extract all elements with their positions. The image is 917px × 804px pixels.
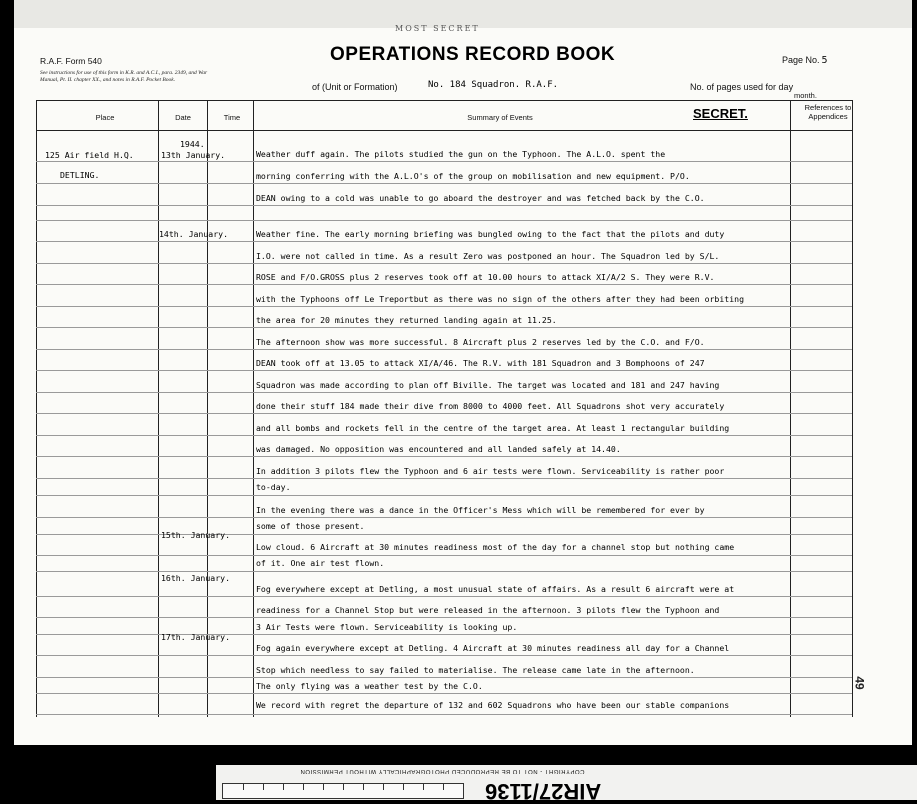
summary-line: morning conferring with the A.L.O's of the group on mobilisation and new equipment. P/O. — [256, 171, 690, 181]
column-date: Date — [175, 113, 191, 122]
ruled-line — [36, 349, 852, 350]
pages-used-label: No. of pages used for day — [690, 82, 794, 92]
summary-line: In the evening there was a dance in the Officer's Mess which will be remembered for ever by — [256, 505, 705, 515]
place-entry: DETLING. — [60, 170, 100, 180]
secret-stamp: SECRET. — [693, 106, 748, 121]
ruled-line — [36, 263, 852, 264]
summary-line: with the Typhoons off Le Treportbut as there was no sign of the others after they had been orbiting — [256, 294, 744, 304]
date-entry: 13th January. — [161, 150, 226, 160]
summary-line: done their stuff 184 made their dive from 8000 to 4000 feet. All Squadrons shot very accurately — [256, 401, 725, 411]
column-references: References to Appendices — [804, 103, 852, 121]
summary-line: some of those present. — [256, 521, 365, 531]
summary-line: We record with regret the departure of 132 and 602 Squadrons who have been our stable companions — [256, 700, 730, 710]
top-stamp: MOST SECRET — [395, 24, 480, 33]
summary-line: Squadron was made according to plan off Biville. The target was located and 181 and 247 having — [256, 380, 720, 390]
ruled-line — [36, 435, 852, 436]
ruled-line — [36, 517, 852, 518]
ruled-line — [36, 241, 852, 242]
border-left — [36, 100, 37, 717]
side-page-number: 49 — [852, 676, 867, 690]
date-entry: 16th. January. — [161, 573, 231, 583]
summary-line: ROSE and F/O.GROSS plus 2 reserves took off at 10.00 hours to attack XI/A/2 S. They were R.V. — [256, 272, 715, 282]
ruled-line — [36, 655, 852, 656]
date-entry: 14th. January. — [159, 229, 229, 239]
ruled-line — [36, 413, 852, 414]
summary-line: of it. One air test flown. — [256, 558, 385, 568]
summary-line: Stop which needless to say failed to materialise. The release came late in the afternoon. — [256, 665, 695, 675]
unit-label: of (Unit or Formation) — [312, 82, 398, 92]
column-summary: Summary of Events — [467, 113, 533, 122]
ruled-line — [36, 478, 852, 479]
ruled-line — [36, 392, 852, 393]
form-instructions: See instructions for use of this form in K.R. and A.C.I., para. 2349, and War Manual, Pt. II. chapter XX., and notes in R.A.F. Pocket Book. — [40, 70, 208, 83]
summary-line: Fog again everywhere except at Detling. 4 Aircraft at 30 minutes readiness all day for a Channel — [256, 643, 730, 653]
ruled-line — [36, 714, 852, 715]
date-entry: 15th. January. — [161, 530, 231, 540]
summary-line: The afternoon show was more successful. 8 Aircraft plus 2 reserves led by the C.O. and F/O. — [256, 337, 705, 347]
summary-line: The only flying was a weather test by the C.O. — [256, 681, 483, 691]
place-entry: 125 Air field H.Q. — [45, 150, 134, 160]
page-number-value: 5 — [821, 55, 828, 66]
month-label: month. — [794, 91, 817, 100]
summary-line: readiness for a Channel Stop but were released in the afternoon. 3 pilots flew the Typhoon and — [256, 605, 720, 615]
summary-line: DEAN owing to a cold was unable to go aboard the destroyer and was fetched back by the C.O. — [256, 193, 705, 203]
ruled-line — [36, 370, 852, 371]
summary-line: was damaged. No opposition was encountered and all landed safely at 14.40. — [256, 444, 621, 454]
summary-line: Weather duff again. The pilots studied the gun on the Typhoon. The A.L.O. spent the — [256, 149, 666, 159]
border-right — [852, 100, 853, 717]
archive-reference: AIR27/1136 — [485, 779, 602, 804]
summary-line: Fog everywhere except at Detling, a most unusual state of affairs. As a result 6 aircraft were at — [256, 584, 735, 594]
form-number: R.A.F. Form 540 — [40, 56, 102, 66]
ruled-line — [36, 534, 852, 535]
page-title: OPERATIONS RECORD BOOK — [330, 44, 616, 65]
date-year: 1944. — [180, 139, 205, 149]
ruled-line — [36, 555, 852, 556]
divider-time — [207, 100, 208, 717]
summary-line: I.O. were not called in time. As a result Zero was postponed an hour. The Squadron led by S/L. — [256, 251, 720, 261]
divider-references — [790, 100, 791, 717]
ruled-line — [36, 571, 852, 572]
summary-line: Weather fine. The early morning briefing was bungled owing to the fact that the pilots and duty — [256, 229, 725, 239]
column-place: Place — [95, 113, 115, 122]
divider-date — [158, 100, 159, 717]
summary-line: the area for 20 minutes they returned landing again at 11.25. — [256, 315, 557, 325]
summary-line: In addition 3 pilots flew the Typhoon and 6 air tests were flown. Serviceability is rather poor — [256, 466, 725, 476]
summary-line: DEAN took off at 13.05 to attack XI/A/46. The R.V. with 181 Squadron and 3 Bomphoons of 247 — [256, 358, 705, 368]
ruled-line — [36, 596, 852, 597]
column-time: Time — [223, 113, 241, 122]
page-number — [782, 55, 828, 66]
ruled-line — [36, 220, 852, 221]
ruled-line — [36, 617, 852, 618]
scale-ruler — [222, 783, 464, 799]
ruled-line — [36, 161, 852, 162]
summary-line: Low cloud. 6 Aircraft at 30 minutes readiness most of the day for a channel stop but nothing came — [256, 542, 735, 552]
ruled-line — [36, 327, 852, 328]
summary-line: to-day. — [256, 482, 291, 492]
ruled-line — [36, 495, 852, 496]
ruled-line — [36, 634, 852, 635]
ruled-line — [36, 183, 852, 184]
unit-value: No. 184 Squadron. R.A.F. — [428, 80, 559, 90]
ruled-line — [36, 306, 852, 307]
ruled-line — [36, 677, 852, 678]
page-number-label: Page No. — [782, 55, 820, 65]
summary-line: 3 Air Tests were flown. Serviceability is looking up. — [256, 622, 518, 632]
summary-line: and all bombs and rockets fell in the centre of the target area. At least 1 rectangular building — [256, 423, 730, 433]
ruled-line — [36, 205, 852, 206]
ruled-line — [36, 693, 852, 694]
divider-summary — [253, 100, 254, 717]
copyright-notice: COPYRIGHT - NOT TO BE REPRODUCED PHOTOGRAPHICALLY WITHOUT PERMISSION — [300, 768, 585, 774]
ruled-line — [36, 284, 852, 285]
date-entry: 17th. January. — [161, 632, 231, 642]
ruled-line — [36, 456, 852, 457]
